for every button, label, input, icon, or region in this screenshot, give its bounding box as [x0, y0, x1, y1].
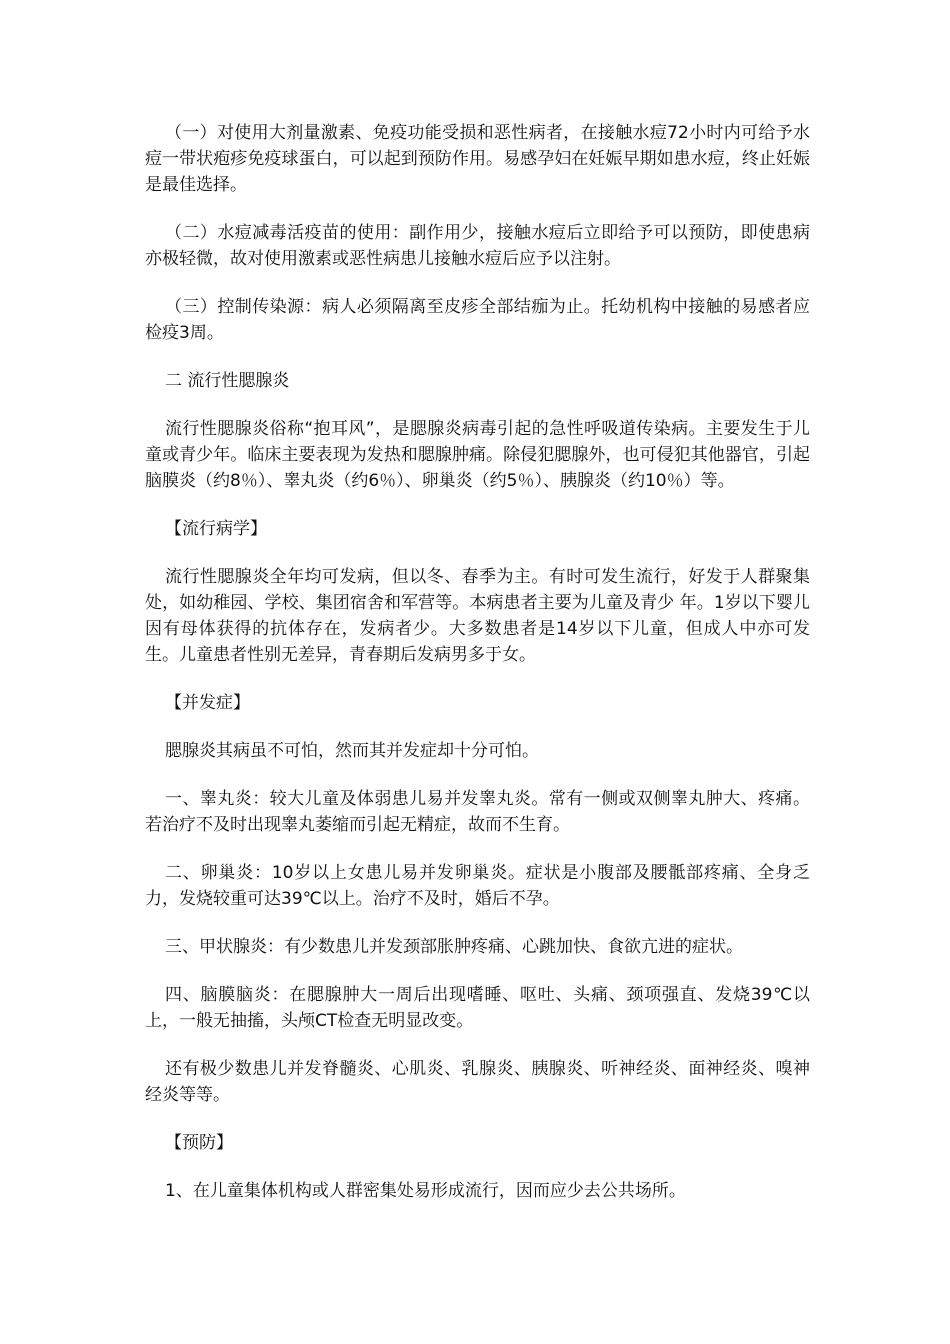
paragraph-oophoritis: 二、卵巢炎：10岁以上女患儿易并发卵巢炎。症状是小腹部及腰骶部疼痛、全身乏力，发烧较重可达39℃以上。治疗不及时，婚后不孕。 — [145, 863, 810, 909]
document-body — [145, 120, 810, 1226]
section-heading-complications: 【并发症】 — [165, 693, 250, 713]
section-heading-prevention: 【预防】 — [165, 1133, 233, 1153]
paragraph-prevention-1: （一）对使用大剂量激素、免疫功能受损和恶性病者，在接触水痘72小时内可给予水痘一带状疱疹免疫球蛋白，可以起到预防作用。易感孕妇在妊娠早期如患水痘，终止妊娠是最佳选择。 — [145, 123, 810, 195]
paragraph-other-complications: 还有极少数患儿并发脊髓炎、心肌炎、乳腺炎、胰腺炎、听神经炎、面神经炎、嗅神经炎等等。 — [145, 1059, 810, 1105]
paragraph-orchitis: 一、睾丸炎：较大儿童及体弱患儿易并发睾丸炎。常有一侧或双侧睾丸肿大、疼痛。若治疗不及时出现睾丸萎缩而引起无精症，故而不生育。 — [145, 789, 810, 835]
paragraph-mumps-intro: 流行性腮腺炎俗称“抱耳风”，是腮腺炎病毒引起的急性呼吸道传染病。主要发生于儿童或青少年。临床主要表现为发热和腮腺肿痛。除侵犯腮腺外，也可侵犯其他器官，引起脑膜炎（约8％）、睾丸炎（约6％）、卵巢炎（约5％）、胰腺炎（约10％）等。 — [145, 419, 810, 491]
paragraph-prevention-item-1: 1、在儿童集体机构或人群密集处易形成流行，因而应少去公共场所。 — [165, 1181, 686, 1201]
paragraph-prevention-3: （三）控制传染源：病人必须隔离至皮疹全部结痂为止。托幼机构中接触的易感者应检疫3周。 — [145, 297, 810, 343]
paragraph-thyroiditis: 三、甲状腺炎：有少数患儿并发颈部胀肿疼痛、心跳加快、食欲亢进的症状。 — [165, 937, 743, 957]
paragraph-epidemiology: 流行性腮腺炎全年均可发病，但以冬、春季为主。有时可发生流行，好发于人群聚集处，如幼稚园、学校、集团宿舍和军营等。本病患者主要为儿童及青少 年。1岁以下婴儿因有母体获得的抗体存在，发病者少。大多数患者是14岁以下儿童，但成人中亦可发生。儿童患者性别无差异，青春期后发病男多于女。 — [145, 567, 810, 665]
paragraph-prevention-2: （二）水痘减毒活疫苗的使用：副作用少，接触水痘后立即给予可以预防，即使患病亦极轻微，故对使用激素或恶性病患儿接触水痘后应予以注射。 — [145, 223, 810, 269]
paragraph-complications-intro: 腮腺炎其病虽不可怕，然而其并发症却十分可怕。 — [165, 741, 539, 761]
section-heading-mumps: 二 流行性腮腺炎 — [165, 371, 290, 391]
paragraph-meningoencephalitis: 四、脑膜脑炎：在腮腺肿大一周后出现嗜睡、呕吐、头痛、颈项强直、发烧39℃以上，一般无抽搐，头颅CT检查无明显改变。 — [145, 985, 810, 1031]
section-heading-epidemiology: 【流行病学】 — [165, 519, 267, 539]
